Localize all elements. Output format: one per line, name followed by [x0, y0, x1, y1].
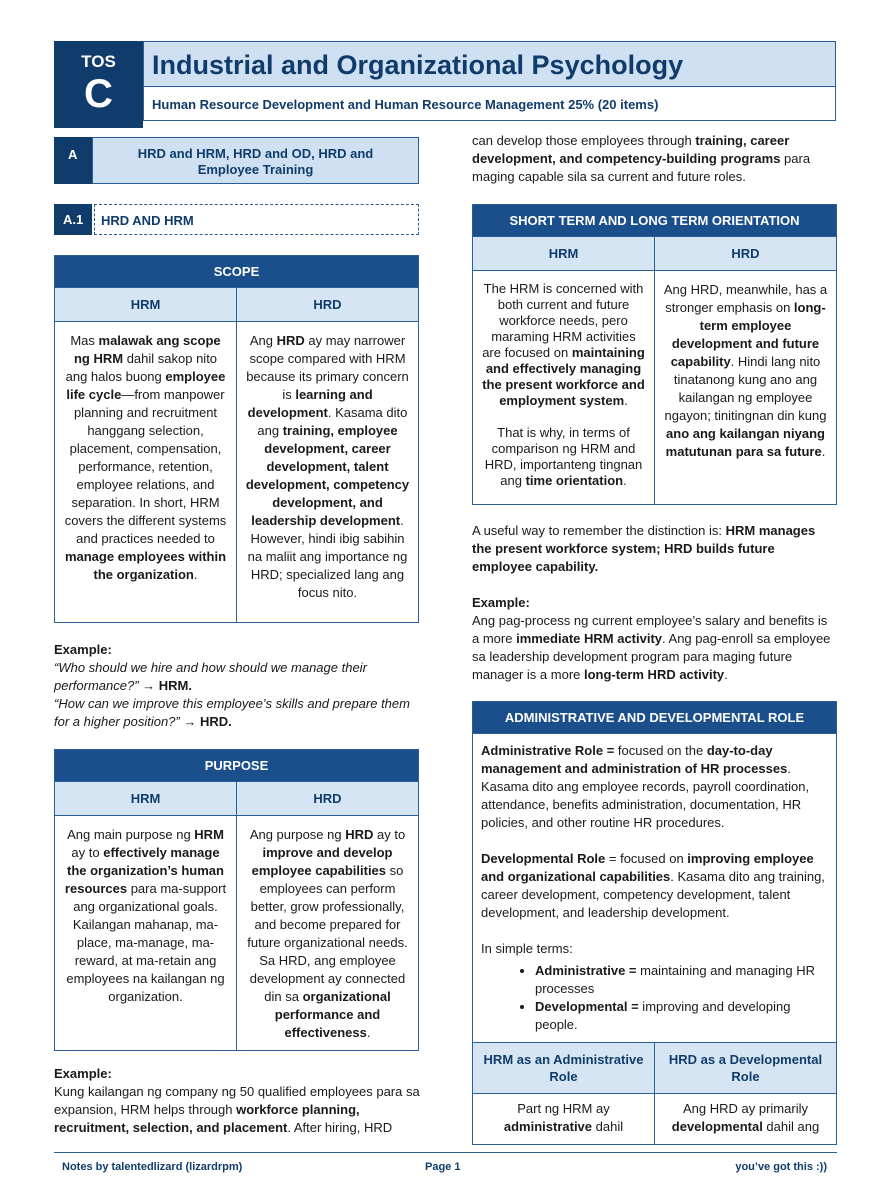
example-1: Example: “Who should we hire and how should we manage their performance?” → HRM. “How can we improve this employee’s skills and prepare them for a higher position?” → HRD.: [54, 642, 410, 729]
tos-letter: C: [84, 72, 113, 116]
scope-hrm-text: Mas malawak ang scope ng HRM dahil sakop nito ang halos buong employee life cycle—from manpower planning and recruitment hanggang selection, placement, compensation, performance, retention, employee relations, and separation. In short, HRM covers the different systems and practices needed to manage employees within the organization.: [55, 322, 237, 623]
dev-role-text: Ang HRD ay primarily developmental dahil ang: [655, 1094, 837, 1145]
orientation-col-hrm: HRM: [473, 237, 655, 271]
section-a1-title: HRD AND HRM: [94, 204, 419, 235]
purpose-hrm-text: Ang main purpose ng HRM ay to effectively manage the organization’s human resources para ma-support ang organizational goals. Kailangan mahanap, ma-place, ma-manage, ma-reward, at ma-retain ang employees na kailangan ng organization.: [55, 816, 237, 1051]
dev-role-header: HRD as a Developmental Role: [655, 1043, 837, 1094]
scope-hrd-text: Ang HRD ay may narrower scope compared with HRM because its primary concern is learning and development. Kasama dito ang training, employee development, career development, talent development, competency development, and leadership development. However, hindi ibig sabihin na maliit ang importance ng HRD; specialized lang ang focus nito.: [237, 322, 419, 623]
orientation-col-hrd: HRD: [655, 237, 837, 271]
orientation-hrm-text: The HRM is concerned with both current and future workforce needs, pero maraming HRM activities are focused on maintaining and effectively managing the present workforce and employment system. That is why, in terms of comparison ng HRM and HRD, importanteng tingnan ang time orientation.: [473, 271, 655, 505]
orientation-hrd-text: Ang HRD, meanwhile, has a stronger emphasis on long-term employee development and future capability. Hindi lang nito tinatanong kung ano ang kailangan ng employee ngayon; tinitingnan din kung ano ang kailangan niyang matutunan para sa future.: [655, 271, 837, 505]
page-subtitle: Human Resource Development and Human Resource Management 25% (20 items): [152, 97, 659, 112]
purpose-col-hrm: HRM: [55, 782, 237, 816]
section-a1-code: A.1: [54, 204, 92, 235]
example-1-label: Example:: [54, 642, 112, 657]
orientation-title: SHORT TERM AND LONG TERM ORIENTATION: [473, 205, 837, 237]
scope-col-hrm: HRM: [55, 288, 237, 322]
purpose-hrd-text: Ang purpose ng HRD ay to improve and develop employee capabilities so employees can perform better, grow professionally, and become prepared for future organizational needs. Sa HRD, ang employee development ay connected din sa organizational performance and effectiveness.: [237, 816, 419, 1051]
admin-dev-body: Administrative Role = focused on the day-to-day management and administration of HR processes. Kasama dito ang employee records, payroll coordination, attendance, benefits administration, documentation, HR policies, and other routine HR procedures. Developmental Role = focused on improving employee and organizational capabilities. Kasama dito ang training, career development, competency development, talent development, and leadership development. In simple terms: • Administrative = maintaining and managing HR processes • Developmental = improving and developing people.: [473, 734, 837, 1043]
reminder-text: A useful way to remember the distinction is: HRM manages the present workforce system; HRD builds future employee capability.: [472, 523, 816, 574]
orientation-table: [472, 204, 837, 505]
list-item: • Administrative = maintaining and managing HR processes: [535, 962, 828, 998]
footer-tagline: you’ve got this :)): [735, 1161, 827, 1173]
tos-badge: [54, 41, 143, 128]
page-title-box: [143, 41, 836, 87]
admin-dev-title: ADMINISTRATIVE AND DEVELOPMENTAL ROLE: [473, 702, 837, 734]
example-1-answer-2: HRD.: [199, 714, 232, 729]
example-1-question-2: “How can we improve this employee’s skills and prepare them for a higher position?”: [54, 696, 410, 729]
purpose-title: PURPOSE: [55, 750, 419, 782]
admin-role-text: Part ng HRM ay administrative dahil: [473, 1094, 655, 1145]
purpose-col-hrd: HRD: [237, 782, 419, 816]
purpose-table: [54, 749, 419, 1051]
tos-label: TOS: [81, 52, 116, 71]
list-item: • Developmental = improving and developing people.: [535, 998, 828, 1034]
example-2: Example: Kung kailangan ng company ng 50 qualified employees para sa expansion, HRM helps through workforce planning, recruitment, selection, and placement. After hiring, HRD: [54, 1066, 420, 1135]
admin-role-header: HRM as an Administrative Role: [473, 1043, 655, 1094]
scope-table: [54, 255, 419, 623]
page-title: Industrial and Organizational Psychology: [152, 50, 684, 80]
footer-page-number: Page 1: [425, 1161, 461, 1173]
admin-dev-table: [472, 701, 837, 1145]
page-footer: [54, 1152, 837, 1177]
simple-terms-list: [481, 962, 828, 1034]
scope-col-hrd: HRD: [237, 288, 419, 322]
example-1-answer-1: HRM.: [158, 678, 192, 693]
example-2-label: Example:: [54, 1066, 112, 1081]
footer-author: Notes by talentedlizard (lizardrpm): [62, 1161, 243, 1173]
example-3-label: Example:: [472, 595, 530, 610]
section-a-code: A: [54, 137, 92, 184]
section-a-title: HRD and HRM, HRD and OD, HRD and Employee Training: [92, 137, 419, 184]
scope-title: SCOPE: [55, 256, 419, 288]
example-1-question-1: “Who should we hire and how should we manage their performance?”: [54, 660, 367, 693]
page-subtitle-box: [143, 87, 836, 121]
continued-text: can develop those employees through training, career development, and competency-building programs para maging capable sila sa current and future roles.: [472, 133, 811, 184]
example-3: Example: Ang pag-process ng current employee’s salary and benefits is a more immediate HRM activity. Ang pag-enroll sa employee sa leadership development program para maging future manager is a more long-term HRD activity.: [472, 595, 831, 682]
simple-terms-label: In simple terms:: [481, 941, 573, 956]
